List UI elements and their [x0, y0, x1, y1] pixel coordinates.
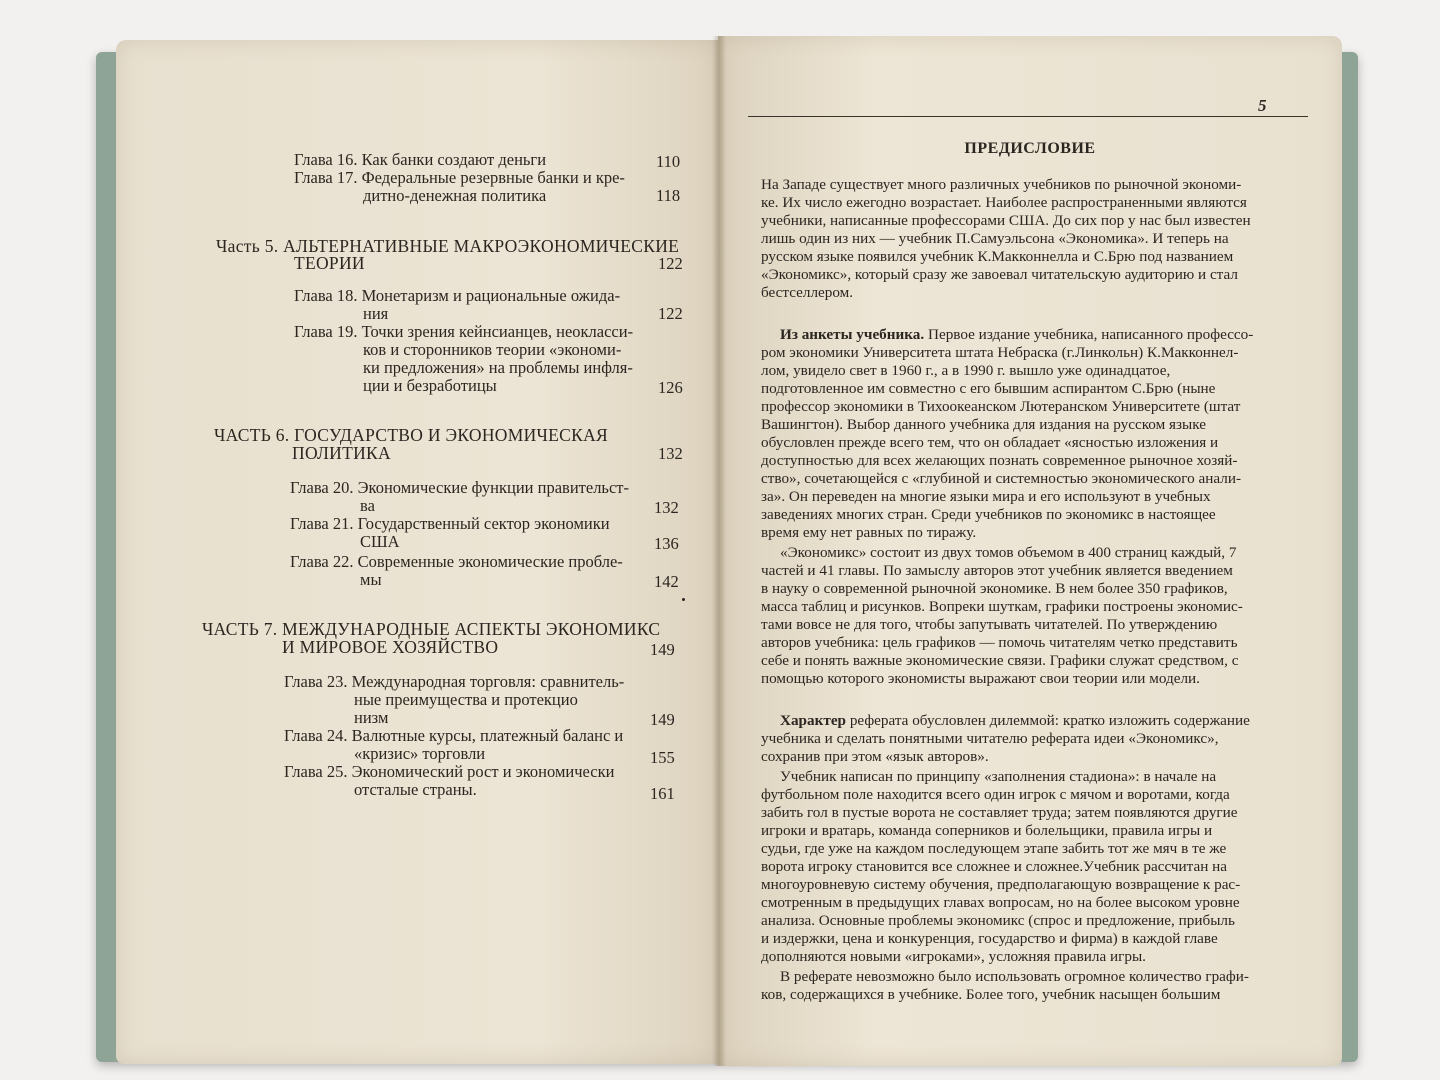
- toc-entry-ch17-cont: дитно-денежная политика: [363, 186, 547, 205]
- preface-line: за». Он переведен на многие языки мира и его используют в учебных: [761, 488, 1211, 505]
- preface-line: сохранив при этом «язык авторов».: [761, 748, 989, 765]
- toc-page-ch20: 132: [654, 498, 679, 517]
- preface-line: анализа. Основные проблемы экономикс (спрос и предложение, прибыль: [761, 912, 1235, 929]
- preface-line: На Западе существует много различных учебников по рыночной экономи-: [761, 176, 1242, 193]
- left-page-toc: [116, 40, 718, 1064]
- page-number: 5: [1258, 96, 1267, 115]
- preface-line: учебника и сделать понятными читателю реферата идеи «Экономикс»,: [761, 730, 1219, 747]
- preface-line: заведениях многих стран. Среди учебников по экономикс в настоящее: [761, 506, 1216, 523]
- preface-line: дополняются новыми «игроками», усложняя правила игры.: [761, 948, 1146, 965]
- preface-line: и издержки, цена и конкуренция, государство и фирма) в каждой главе: [761, 930, 1218, 947]
- preface-line: многоуровневую систему обучения, предполагающую возвращение к рас-: [761, 876, 1241, 893]
- toc-entry-ch25-cont: отсталые страны.: [354, 780, 477, 799]
- toc-page-ch22: 142: [654, 572, 679, 591]
- preface-line: время ему нет равных по тиражу.: [761, 524, 977, 541]
- preface-line: игроки и вратарь, команда соперников и болельщики, правила игры и: [761, 822, 1213, 839]
- preface-line: ворота игроку становится все сложнее и сложнее.Учебник рассчитан на: [761, 858, 1228, 875]
- preface-line: лом, увидело свет в 1960 г., а в 1990 г. вышло уже одинадцатое,: [761, 362, 1171, 379]
- toc-part-6-cont: ПОЛИТИКА: [292, 443, 391, 463]
- preface-line: частей и 41 главы. По замыслу авторов этот учебник является введением: [761, 562, 1233, 579]
- preface-line: авторов учебника: цель графиков — помочь читателям четко представить: [761, 634, 1238, 651]
- book-gutter: [712, 36, 726, 1066]
- toc-entry-ch19[interactable]: Глава 19. Точки зрения кейнсианцев, неокласси-: [294, 322, 634, 341]
- preface-line: масса таблиц и рисунков. Вопреки шуткам, графики построены экономис-: [761, 598, 1243, 615]
- preface-line: обусловлен прежде всего тем, что он обладает «ясностью изложения и: [761, 434, 1219, 451]
- toc-part-5[interactable]: Часть 5. АЛЬТЕРНАТИВНЫЕ МАКРОЭКОНОМИЧЕСКИЕ: [216, 236, 680, 256]
- preface-line: смотренным в предыдущих главах вопросам, но на более высоком уровне: [761, 894, 1240, 911]
- toc-entry-ch23[interactable]: Глава 23. Международная торговля: сравнитель-: [284, 672, 625, 691]
- toc-entry-ch22[interactable]: Глава 22. Современные экономические пробле-: [290, 552, 623, 571]
- toc-part-7-cont: И МИРОВОЕ ХОЗЯЙСТВО: [282, 637, 499, 657]
- toc-page-part6: 132: [658, 444, 683, 463]
- preface-line: ке. Их число ежегодно возрастает. Наиболее распространенными являются: [761, 194, 1247, 211]
- toc-page-part5: 122: [658, 254, 683, 273]
- toc-entry-ch23-cont: ные преимущества и протекцио: [354, 690, 578, 709]
- preface-line: ром экономики Университета штата Небраска (г.Линкольн) К.Макконнел-: [761, 344, 1239, 361]
- preface-line: бестселлером.: [761, 284, 854, 301]
- preface-line: себе и понять важные экономические связи. Графики служат средством, с: [761, 652, 1239, 669]
- preface-line: забить гол в пустые ворота не составляет труда; затем появляются другие: [761, 804, 1238, 821]
- preface-line: учебники, написанные профессорами США. До сих пор у нас был известен: [761, 212, 1251, 229]
- ink-dot: [682, 598, 685, 601]
- toc-entry-ch19-cont: ков и сторонников теории «экономи-: [363, 340, 622, 359]
- toc-page-ch16: 110: [656, 152, 681, 171]
- preface-line: Учебник написан по принципу «заполнения стадиона»: в начале на: [780, 768, 1217, 785]
- toc-entry-ch20-cont: ва: [360, 496, 375, 515]
- preface-line-rest: Первое издание учебника, написанного профессо-: [924, 326, 1254, 343]
- preface-line: ство», сочетающейся с «глубиной и системностью экономического анали-: [761, 470, 1242, 487]
- preface-line: в науку о современной рыночной экономике. В нем более 350 графиков,: [761, 580, 1228, 597]
- toc-entry-ch24-cont: «кризис» торговли: [354, 744, 486, 763]
- right-page-preface: [718, 36, 1342, 1066]
- toc-entry-ch19-cont2: ки предложения» на проблемы инфля-: [363, 358, 633, 377]
- preface-line: В реферате невозможно было использовать огромное количество графи-: [780, 968, 1249, 985]
- preface-line: «Экономикс», который сразу же завоевал читательскую аудиторию и стал: [761, 266, 1238, 283]
- toc-entry-ch25[interactable]: Глава 25. Экономический рост и экономически: [284, 762, 615, 781]
- lead-in-character: Характер: [780, 712, 847, 729]
- lead-in-survey: Из анкеты учебника.: [780, 326, 925, 343]
- toc-entry-ch16[interactable]: Глава 16. Как банки создают деньги: [294, 150, 547, 169]
- toc-entry-ch21[interactable]: Глава 21. Государственный сектор экономики: [290, 514, 610, 533]
- toc-page-ch23: 149: [650, 710, 675, 729]
- preface-line: футбольном поле находится всего один игрок с мячом и воротами, когда: [761, 786, 1230, 803]
- toc-entry-ch24[interactable]: Глава 24. Валютные курсы, платежный баланс и: [284, 726, 624, 745]
- toc-page-ch17: 118: [656, 186, 681, 205]
- toc-entry-ch21-cont: США: [360, 532, 400, 551]
- preface-line: «Экономикс» состоит из двух томов объемом в 400 страниц каждый, 7: [780, 544, 1237, 561]
- preface-line: русском языке появился учебник К.Макконнелла и С.Брю под названием: [761, 248, 1234, 265]
- toc-entry-ch18-cont: ния: [363, 304, 389, 323]
- preface-title: ПРЕДИСЛОВИЕ: [964, 140, 1096, 157]
- preface-line: Вашингтон). Выбор данного учебника для издания на русском языке: [761, 416, 1206, 433]
- preface-line: подготовленное им совместно с его бывшим аспирантом С.Брю (ныне: [761, 380, 1216, 397]
- toc-part-6[interactable]: ЧАСТЬ 6. ГОСУДАРСТВО И ЭКОНОМИЧЕСКАЯ: [214, 425, 609, 445]
- toc-part-7[interactable]: ЧАСТЬ 7. МЕЖДУНАРОДНЫЕ АСПЕКТЫ ЭКОНОМИКС: [202, 619, 661, 639]
- toc-page-ch18: 122: [658, 304, 683, 323]
- toc-entry-ch19-cont3: ции и безработицы: [363, 376, 497, 395]
- preface-line: судьи, где уже на каждом последующем этапе забить тот же мяч в те же: [761, 840, 1227, 857]
- toc-page-ch24: 155: [650, 748, 675, 767]
- toc-entry-ch17[interactable]: Глава 17. Федеральные резервные банки и кре-: [294, 168, 625, 187]
- toc-part-5-cont: ТЕОРИИ: [294, 253, 365, 273]
- preface-line-rest: реферата обусловлен дилеммой: кратко изложить содержание: [846, 712, 1250, 729]
- preface-line: лишь один из них — учебник П.Самуэльсона «Экономика». И теперь на: [761, 230, 1229, 247]
- header-rule: [748, 116, 1308, 117]
- toc-page-ch21: 136: [654, 534, 679, 553]
- toc-page-part7: 149: [650, 640, 675, 659]
- table-of-contents: [116, 40, 718, 1064]
- toc-entry-ch23-cont2: низм: [354, 708, 389, 727]
- preface-line-start: [780, 326, 1253, 344]
- preface-line: тами вовсе не для того, чтобы запутывать читателей. По утверждению: [761, 616, 1218, 633]
- toc-entry-ch22-cont: мы: [360, 570, 382, 589]
- preface-line: ков, содержащихся в учебнике. Более того, учебник насыщен большим: [761, 986, 1221, 1003]
- preface-line: профессор экономики в Тихоокеанском Лютеранском Университете (штат: [761, 398, 1241, 415]
- toc-entry-ch18[interactable]: Глава 18. Монетаризм и рациональные ожида-: [294, 286, 621, 305]
- toc-page-ch19: 126: [658, 378, 683, 397]
- preface-line-start: [780, 712, 1250, 730]
- toc-entry-ch20[interactable]: Глава 20. Экономические функции правительст-: [290, 478, 629, 497]
- preface-line: доступностью для всех желающих познать современное рыночное хозяй-: [761, 452, 1238, 469]
- toc-page-ch25: 161: [650, 784, 675, 803]
- preface-line: помощью которого экономисты выражают свои теории или модели.: [761, 670, 1200, 687]
